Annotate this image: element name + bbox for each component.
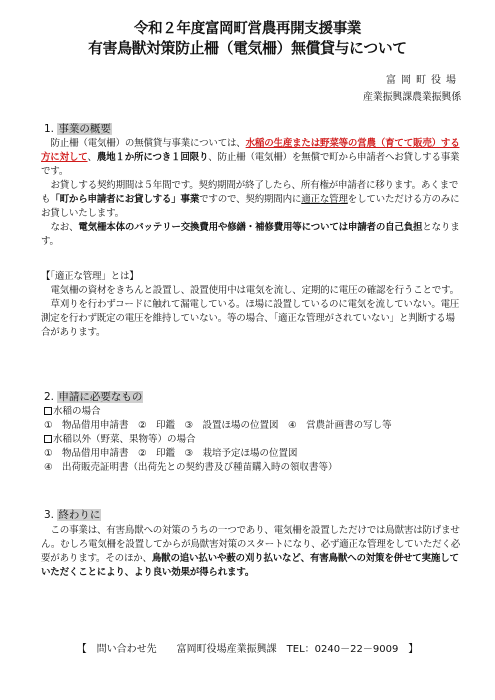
rice-group-label [44, 405, 464, 419]
text-span: なお、 [50, 222, 79, 233]
other-group-text: 水稲以外（野菜、果物等）の場合 [53, 434, 196, 445]
rice-group-text: 水稲の場合 [53, 406, 101, 417]
section3-paragraph [41, 524, 461, 580]
section3-heading [44, 508, 101, 522]
contact-footer: 【 問い合わせ先 富岡町役場産業振興課 TEL：0240－22－9009 】 [76, 644, 419, 655]
highlight-loan-project: 「町から申請者にお貸しする」事業 [50, 194, 200, 205]
section3-body [41, 524, 461, 580]
text-span: 防止柵（電気柵）の無償貸与事業については、 [50, 138, 246, 149]
section1-heading [44, 122, 112, 136]
management-heading: 【「適正な管理」とは】 [41, 271, 139, 282]
highlight-once-per-field: 農地１か所につき１回限り [96, 152, 209, 163]
text-span: この事業は、有害鳥獣への対策のうちの一つであり、電気柵を設置しただけでは鳥獣害は防げません。むしろ電気柵を設置してからが鳥獣害対策のスタートになり、必ず適正な管理をしていただく必要があります。そのほか、 [41, 525, 461, 564]
underline-proper-management: 適正な管理 [301, 194, 348, 205]
section1-number: 1. [44, 123, 55, 135]
issuer-division: 産業振興課農業振興係 [363, 92, 461, 103]
section3-title: 終わりに [58, 509, 101, 521]
section2-title: 申請に必要なもの [58, 391, 143, 403]
checkbox-icon [44, 435, 52, 443]
text-span: となります。 [41, 222, 460, 247]
management-paragraph2: 草刈りを行わずコードに触れて漏電している。ほ場に設置しているのに電気を流していない。電圧測定を行わず既定の電圧を維持していない。等の場合、「適正な管理がされていない」と判断する場合があります。 [41, 299, 460, 338]
requirements-list [44, 405, 464, 475]
checkbox-icon [44, 407, 52, 415]
text-span: 、 [87, 152, 97, 163]
section2-heading [44, 390, 143, 404]
management-paragraph1: 電気柵の資材をきちんと設置し、設置使用中は電気を流し、定期的に電圧の確認を行うことです。 [50, 285, 459, 296]
management-block [41, 270, 461, 340]
section1-paragraph3 [41, 221, 461, 249]
text-span: 、防止柵（電気柵）を無償で町から申請者へお貸しする事業です。 [41, 152, 460, 177]
section2-number: 2. [44, 391, 55, 403]
section1-paragraph1 [41, 137, 461, 179]
rice-required-items: ① 物品借用申請書 ② 印鑑 ③ 設置ほ場の位置図 ④ 営農計画書の写し等 [44, 420, 392, 431]
section1-title: 事業の概要 [58, 123, 111, 135]
text-span: をしていただける方のみにお貸しいたします。 [41, 194, 460, 219]
other-group-label [44, 433, 464, 447]
highlight-self-burden: 電気柵本体のバッテリー交換費用や修繕・補修費用等については申請者の自己負担 [78, 222, 423, 233]
section3-number: 3. [44, 509, 55, 521]
issuer-office: 富岡町役場 [386, 75, 461, 86]
text-span: お貸しする契約期間は５年間です。契約期間が終了したら、所有権が申請者に移ります。あくまでも [41, 180, 459, 205]
section1-body [41, 137, 461, 249]
text-span: ですので、契約期間内に [199, 194, 302, 205]
highlight-target-farmers: 水稲の生産または野菜等の営農（育てて販売）する方に対して [41, 138, 460, 163]
section1-paragraph2 [41, 179, 461, 221]
other-required-items1: ① 物品借用申請書 ② 印鑑 ③ 栽培予定ほ場の位置図 [44, 448, 298, 459]
highlight-additional-measures: 鳥獣の追い払いや薮の刈り払いなど、有害鳥獣への対策を併せて実施していただくことにより、より良い効果が得られます。 [41, 553, 459, 578]
other-required-items2: ④ 出荷販売証明書（出荷先との契約書及び種苗購入時の領収書等） [44, 462, 338, 473]
document-title-line2: 有害鳥獣対策防止柵（電気柵）無償貸与について [88, 40, 407, 57]
document-title-line1: 令和２年度富岡町営農再開支援事業 [133, 21, 362, 37]
